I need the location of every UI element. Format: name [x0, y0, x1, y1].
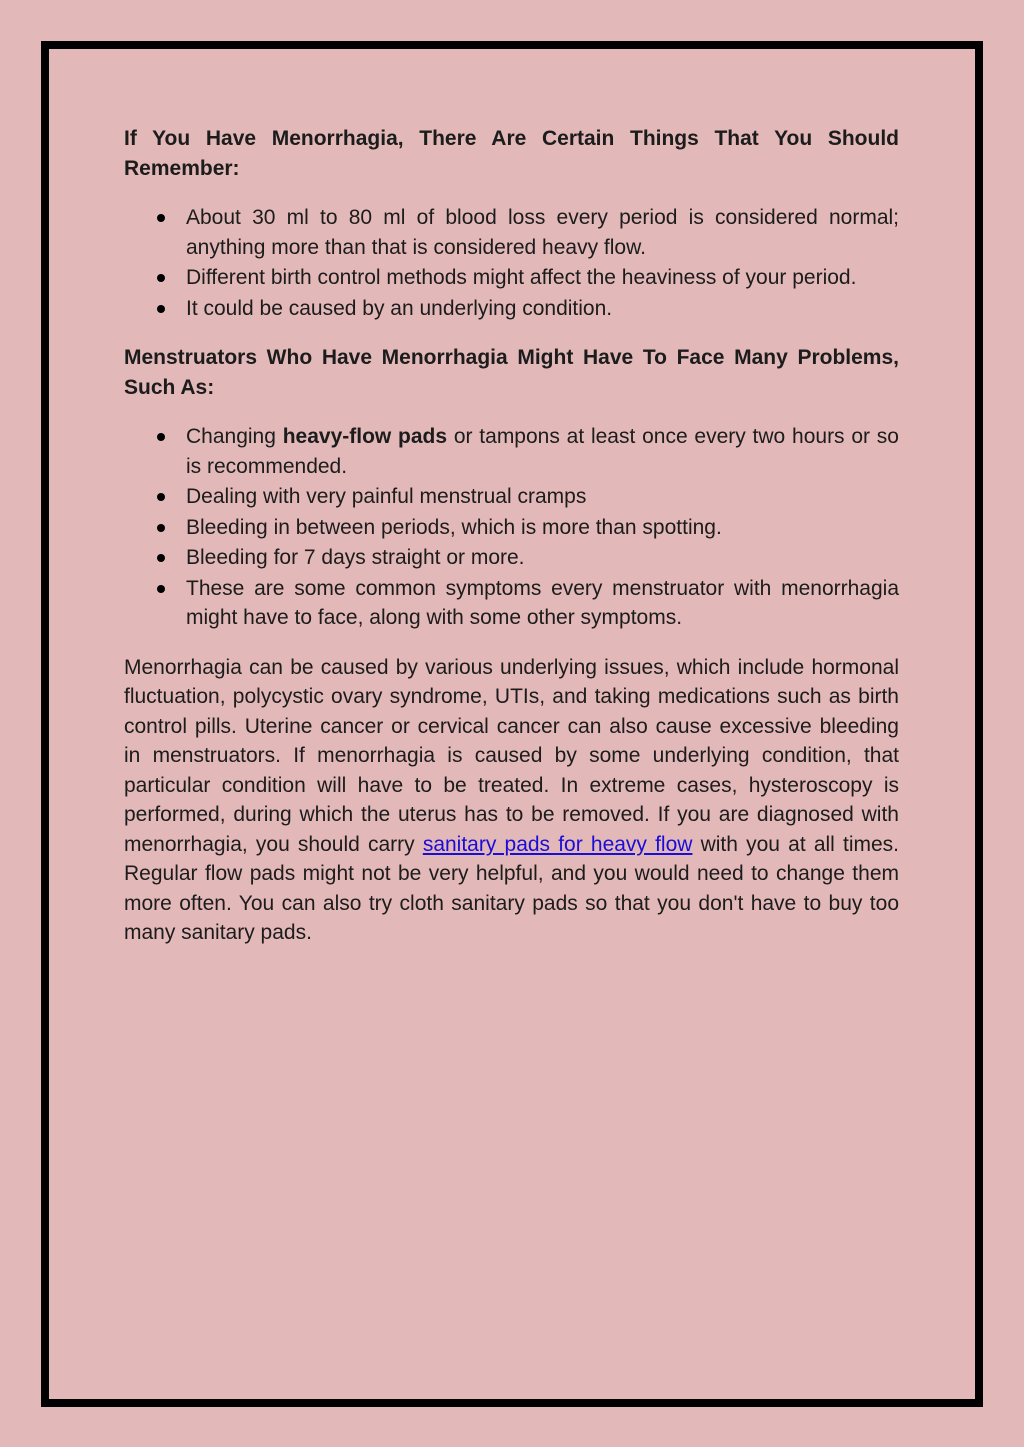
list-item-text: or tampons at least once every two hours or so is recommended. — [186, 425, 899, 478]
list-item: Bleeding for 7 days straight or more. — [186, 543, 899, 573]
list-item — [186, 422, 899, 481]
paragraph-text: with you at all times. Regular flow pads might not be very helpful, and you would need to change them more often. You can also try cloth sanitary pads so that you don't have to buy too many sanitary pads. — [124, 832, 900, 944]
problems-list — [124, 422, 899, 633]
body-paragraph — [124, 653, 899, 948]
list-item: It could be caused by an underlying condition. — [186, 294, 899, 324]
section-heading-remember: If You Have Menorrhagia, There Are Certain Things That You Should Remember: — [124, 127, 899, 180]
document-body — [124, 124, 899, 948]
list-item: Dealing with very painful menstrual cramps — [186, 482, 899, 512]
remember-list — [124, 203, 899, 323]
bold-keyword: heavy-flow pads — [282, 425, 448, 448]
paragraph-text: Menorrhagia can be caused by various underlying issues, which include hormonal fluctuation, polycystic ovary syndrome, UTIs, and taking medications such as birth control pills. Uterine cancer or cervical cancer can also cause excessive bleeding in menstruators. If menorrhagia is caused by some underlying condition, that particular condition will have to be treated. In extreme cases, hysteroscopy is performed, during which the uterus has to be removed. If you are diagnosed with menorrhagia, you should carry — [124, 655, 899, 856]
list-item: These are some common symptoms every menstruator with menorrhagia might have to face, along with some other symptoms. — [186, 574, 899, 633]
list-item-text: Changing — [186, 425, 283, 448]
list-item: Bleeding in between periods, which is more than spotting. — [186, 513, 899, 543]
list-item: About 30 ml to 80 ml of blood loss every period is considered normal; anything more than that is considered heavy flow. — [186, 203, 899, 262]
list-item: Different birth control methods might affect the heaviness of your period. — [186, 263, 899, 293]
section-heading-problems: Menstruators Who Have Menorrhagia Might Have To Face Many Problems, Such As: — [124, 346, 899, 399]
sanitary-pads-link[interactable]: sanitary pads for heavy flow — [422, 832, 693, 856]
